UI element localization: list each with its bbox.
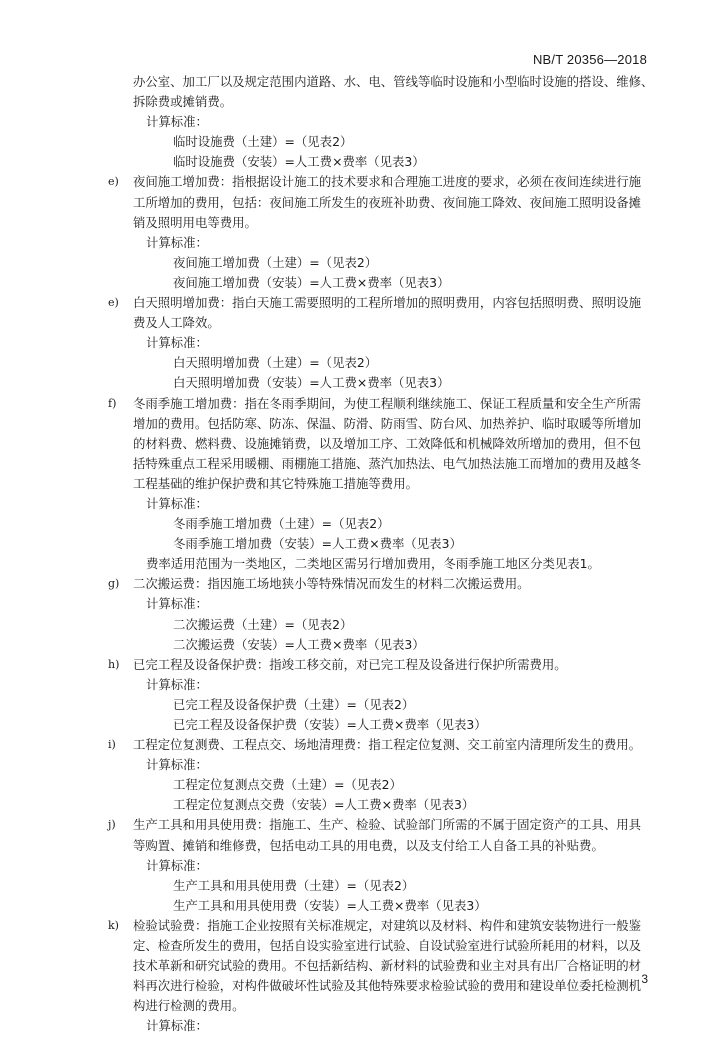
formula-line: [0, 635, 724, 655]
line-text: 等购置、摊销和维修费，包括电动工具的用电费，以及支付给工人自备工具的补贴费。: [133, 837, 604, 853]
line-text: 工程定位复测费、工程点交、场地清理费：指工程定位复测、交工前室内清理所发生的费用。: [133, 737, 642, 753]
line-text: 生产工具和用具使用费（安装）=人工费×费率（见表3）: [173, 897, 487, 913]
formula-line: [0, 152, 724, 172]
line-text: 计算标准：: [146, 114, 208, 130]
text-line: [0, 434, 724, 454]
line-text: 白天照明增加费（安装）=人工费×费率（见表3）: [173, 375, 450, 391]
line-text: 技术革新和研究试验的费用。不包括新结构、新材料的试验费和业主对具有出厂合格证明的材: [133, 958, 642, 974]
formula-line: [0, 514, 724, 534]
line-text: 生产工具和用具使用费（土建）=（见表2）: [173, 877, 415, 893]
label-line: [0, 594, 724, 614]
list-item: [0, 394, 724, 414]
line-text: 计算标准：: [146, 1018, 208, 1034]
text-line: [0, 836, 724, 856]
line-text: 二次搬运费（土建）=（见表2）: [173, 616, 353, 632]
line-text: 已完工程及设备保护费：指竣工移交前，对已完工程及设备进行保护所需费用。: [133, 656, 567, 672]
text-line: [0, 474, 724, 494]
list-item: [0, 735, 724, 755]
text-line: [0, 414, 724, 434]
list-marker: e): [108, 175, 119, 189]
list-marker: i): [108, 738, 116, 752]
line-text: 检验试验费：指施工企业按照有关标准规定，对建筑以及材料、构件和建筑安装物进行一般鉴: [133, 917, 642, 933]
label-line: [0, 1016, 724, 1036]
list-item: [0, 916, 724, 936]
list-marker: e): [108, 296, 119, 310]
line-text: 的材料费、燃料费、设施摊销费，以及增加工序、工效降低和机械降效所增加的费用，但不包: [133, 435, 642, 451]
line-text: 临时设施费（土建）=（见表2）: [173, 134, 353, 150]
text-line: [0, 193, 724, 213]
formula-line: [0, 273, 724, 293]
line-text: 计算标准：: [146, 495, 208, 511]
label-line: [0, 333, 724, 353]
line-text: 冬雨季施工增加费（安装）=人工费×费率（见表3）: [173, 536, 462, 552]
line-text: 拆除费或摊销费。: [133, 94, 233, 110]
line-text: 生产工具和用具使用费：指施工、生产、检验、试验部门所需的不属于固定资产的工具、用具: [133, 817, 642, 833]
line-text: 工程基础的维护保护费和其它特殊施工措施等费用。: [133, 475, 418, 491]
text-line: [0, 213, 724, 233]
text-line: [0, 976, 724, 996]
label-line: [0, 554, 724, 574]
formula-line: [0, 775, 724, 795]
line-text: 计算标准：: [146, 857, 208, 873]
label-line: [0, 675, 724, 695]
list-item: [0, 293, 724, 313]
line-text: 定、检查所发生的费用，包括自设实验室进行试验、自设试验室进行试验所耗用的材料，以及: [133, 938, 642, 954]
list-item: [0, 815, 724, 835]
list-marker: j): [108, 818, 116, 832]
list-marker: h): [108, 657, 120, 671]
line-text: 销及照明用电等费用。: [133, 214, 257, 230]
formula-line: [0, 534, 724, 554]
text-line: [0, 72, 724, 92]
line-text: 临时设施费（安装）=人工费×费率（见表3）: [173, 154, 425, 170]
line-text: 计算标准：: [146, 757, 208, 773]
label-line: [0, 755, 724, 775]
formula-line: [0, 373, 724, 393]
page-number: 3: [641, 972, 648, 986]
line-text: 费率适用范围为一类地区，二类地区需另行增加费用，冬雨季施工地区分类见表1。: [146, 556, 600, 572]
list-item: [0, 172, 724, 192]
text-line: [0, 996, 724, 1016]
line-text: 二次搬运费：指因施工场地狭小等特殊情况而发生的材料二次搬运费用。: [133, 576, 530, 592]
list-marker: k): [108, 918, 119, 932]
line-text: 计算标准：: [146, 596, 208, 612]
document-body: [0, 72, 724, 1037]
formula-line: [0, 715, 724, 735]
formula-line: [0, 253, 724, 273]
formula-line: [0, 795, 724, 815]
formula-line: [0, 876, 724, 896]
label-line: [0, 494, 724, 514]
list-item: [0, 655, 724, 675]
label-line: [0, 112, 724, 132]
formula-line: [0, 132, 724, 152]
text-line: [0, 313, 724, 333]
line-text: 办公室、加工厂以及规定范围内道路、水、电、管线等临时设施和小型临时设施的搭设、维修、: [133, 74, 654, 89]
formula-line: [0, 353, 724, 373]
line-text: 夜间施工增加费（土建）=（见表2）: [173, 254, 378, 270]
formula-line: [0, 695, 724, 715]
line-text: 费及人工降效。: [133, 315, 220, 331]
line-text: 已完工程及设备保护费（土建）=（见表2）: [173, 696, 415, 712]
line-text: 计算标准：: [146, 335, 208, 351]
list-item: [0, 574, 724, 594]
line-text: 夜间施工增加费（安装）=人工费×费率（见表3）: [173, 274, 450, 290]
text-line: [0, 92, 724, 112]
label-line: [0, 856, 724, 876]
line-text: 括特殊重点工程采用暖棚、雨棚施工措施、蒸汽加热法、电气加热法施工而增加的费用及越冬: [133, 455, 642, 471]
list-marker: g): [108, 577, 120, 591]
line-text: 增加的费用。包括防寒、防冻、保温、防滑、防雨雪、防台风、加热养护、临时取暖等所增加: [133, 415, 642, 431]
line-text: 计算标准：: [146, 234, 208, 250]
line-text: 工所增加的费用，包括：夜间施工所发生的夜班补助费、夜间施工降效、夜间施工照明设备摊: [133, 194, 642, 210]
line-text: 计算标准：: [146, 676, 208, 692]
line-text: 构进行检测的费用。: [133, 998, 245, 1014]
list-marker: f): [108, 396, 117, 410]
formula-line: [0, 615, 724, 635]
text-line: [0, 956, 724, 976]
standard-id: NB/T 20356—2018: [532, 52, 647, 67]
line-text: 二次搬运费（安装）=人工费×费率（见表3）: [173, 636, 425, 652]
line-text: 白天照明增加费（土建）=（见表2）: [173, 355, 378, 371]
text-line: [0, 936, 724, 956]
line-text: 工程定位复测点交费（土建）=（见表2）: [173, 777, 402, 793]
formula-line: [0, 896, 724, 916]
line-text: 工程定位复测点交费（安装）=人工费×费率（见表3）: [173, 797, 475, 813]
line-text: 夜间施工增加费：指根据设计施工的技术要求和合理施工进度的要求，必须在夜间连续进行施: [133, 174, 642, 190]
line-text: 已完工程及设备保护费（安装）=人工费×费率（见表3）: [173, 717, 487, 732]
line-text: 冬雨季施工增加费：指在冬雨季期间，为使工程顺利继续施工、保证工程质量和安全生产所需: [133, 395, 642, 411]
text-line: [0, 454, 724, 474]
line-text: 白天照明增加费：指白天施工需要照明的工程所增加的照明费用，内容包括照明费、照明设施: [133, 295, 642, 311]
label-line: [0, 233, 724, 253]
line-text: 料再次进行检验，对构件做破坏性试验及其他特殊要求检验试验的费用和建设单位委托检测机: [133, 978, 642, 994]
line-text: 冬雨季施工增加费（土建）=（见表2）: [173, 516, 390, 532]
